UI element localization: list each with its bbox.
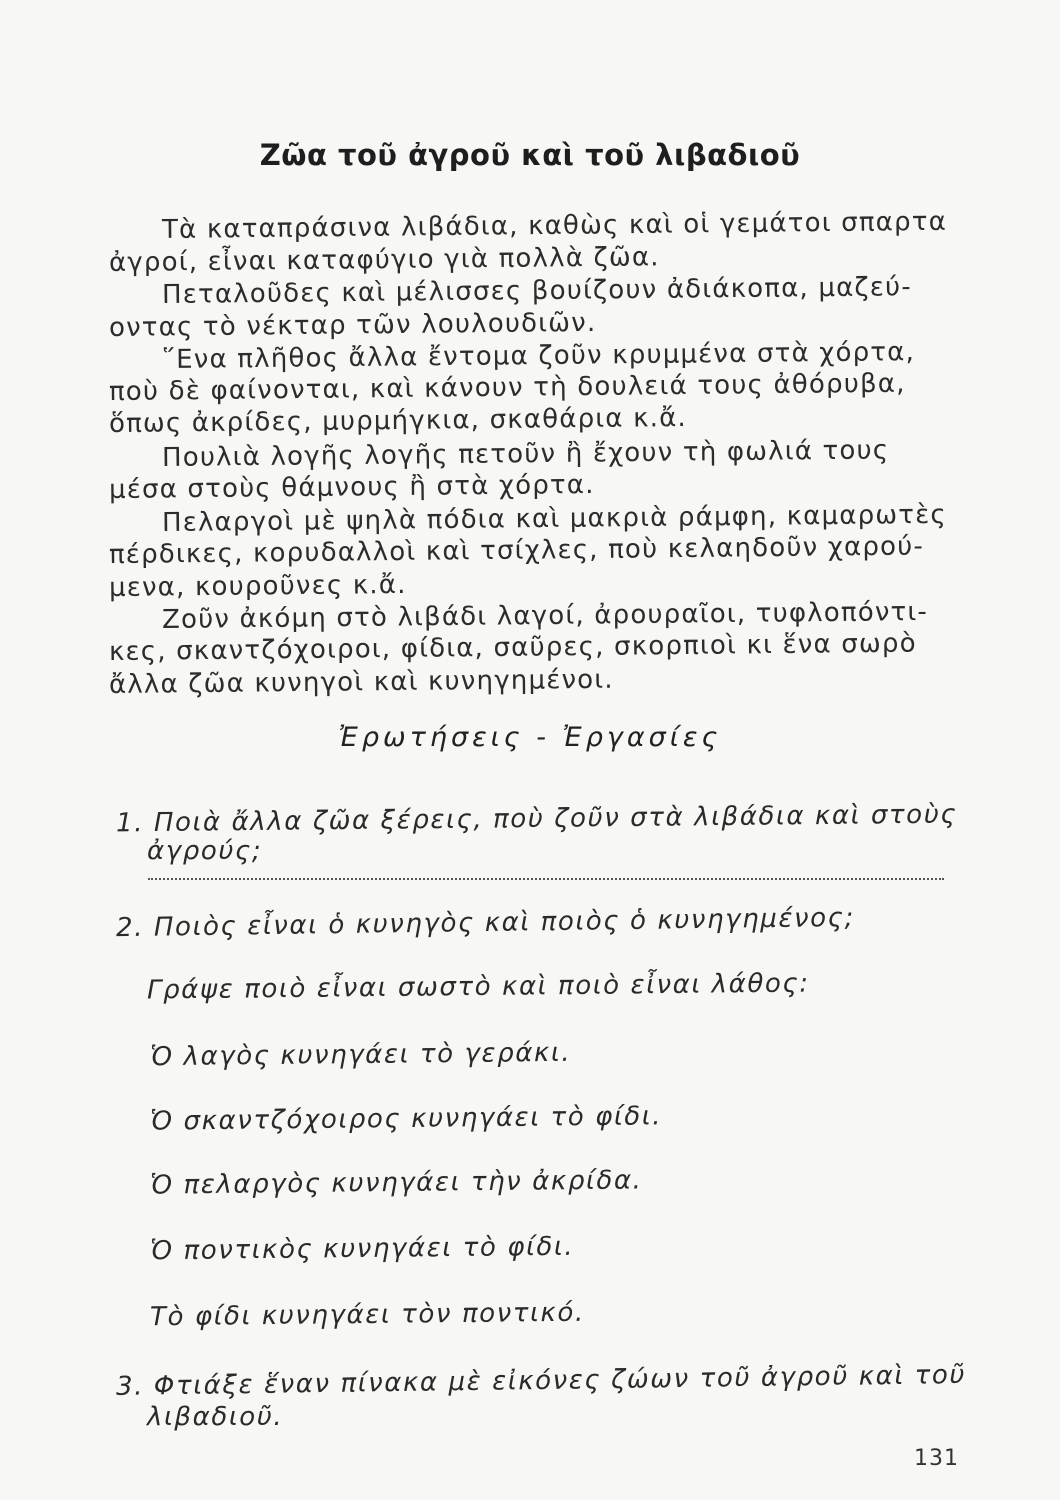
- text-line: ὅπως ἀκρίδες, μυρμήγκια, σκαθάρια κ.ἄ.: [108, 402, 688, 439]
- statement: Ὁ σκαντζόχοιρος κυνηγάει τὸ φίδι.: [149, 1101, 663, 1137]
- text-line: Πεταλοῦδες καὶ μέλισσες βουίζουν ἀδιάκοπα, μαζεύ-: [161, 272, 913, 310]
- statement: Ὁ ποντικὸς κυνηγάει τὸ φίδι.: [149, 1231, 575, 1267]
- question-number: 1.: [115, 808, 145, 839]
- text-line: ῞Ενα πλῆθος ἄλλα ἔντομα ζοῦν κρυμμένα στὰ χόρτα,: [161, 337, 916, 375]
- question-number: 3.: [115, 1371, 145, 1402]
- text-line: ἄλλα ζῶα κυνηγοὶ καὶ κυνηγημένοι.: [108, 664, 614, 700]
- instruction-text: Γράψε ποιὸ εἶναι σωστὸ καὶ ποιὸ εἶναι λάθος:: [146, 968, 810, 1006]
- question-1: [116, 800, 958, 839]
- text-line: Ζοῦν ἀκόμη στὸ λιβάδι λαγοί, ἀρουραῖοι, τυφλοπόντι-: [161, 596, 929, 635]
- text-line: Πελαργοὶ μὲ ψηλὰ πόδια καὶ μακριὰ ράμφη, καμαρωτὲς: [161, 499, 948, 538]
- answer-line[interactable]: [148, 876, 944, 880]
- question-number: 2.: [115, 912, 145, 944]
- question-1-continued: ἀγρούς;: [147, 836, 263, 866]
- question-3: [116, 1360, 966, 1402]
- statement: Τὸ φίδι κυνηγάει τὸν ποντικό.: [149, 1297, 585, 1333]
- statement: Ὁ πελαργὸς κυνηγάει τὴν ἀκρίδα.: [149, 1165, 643, 1201]
- page-number: 131: [914, 1446, 959, 1471]
- text-line: ἀγροί, εἶναι καταφύγιο γιὰ πολλὰ ζῶα.: [108, 242, 660, 278]
- text-line: μέσα στοὺς θάμνους ἢ στὰ χόρτα.: [108, 469, 595, 505]
- question-text: Φτιάξε ἕναν πίνακα μὲ εἰκόνες ζώων τοῦ ἀγροῦ καὶ τοῦ: [153, 1360, 967, 1402]
- text-line: Πουλιὰ λογῆς λογῆς πετοῦν ἢ ἔχουν τὴ φωλιά τους: [161, 435, 890, 473]
- questions-heading: Ἐρωτήσεις - Ἐργασίες: [338, 722, 722, 753]
- page-title: Ζῶα τοῦ ἀγροῦ καὶ τοῦ λιβαδιοῦ: [259, 138, 801, 172]
- text-line: μενα, κουροῦνες κ.ἄ.: [108, 569, 407, 603]
- statement: Ὁ λαγὸς κυνηγάει τὸ γεράκι.: [149, 1037, 572, 1073]
- question-2: [116, 903, 855, 943]
- text-line: πέρδικες, κορυδαλλοὶ καὶ τσίχλες, ποὺ κελαηδοῦν χαρού-: [108, 531, 925, 570]
- text-line: Τὰ καταπράσινα λιβάδια, καθὼς καὶ οἱ γεμάτοι σπαρτα: [161, 206, 948, 245]
- question-text: Ποιὸς εἶναι ὁ κυνηγὸς καὶ ποιὸς ὁ κυνηγημένος;: [153, 902, 856, 943]
- text-line: οντας τὸ νέκταρ τῶν λουλουδιῶν.: [108, 307, 597, 343]
- question-3-continued: λιβαδιοῦ.: [147, 1402, 284, 1432]
- question-text: Ποιὰ ἄλλα ζῶα ξέρεις, ποὺ ζοῦν στὰ λιβάδια καὶ στοὺς: [153, 799, 958, 839]
- text-line: ποὺ δὲ φαίνονται, καὶ κάνουν τὴ δουλειά τους ἀθόρυβα,: [108, 368, 906, 407]
- text-line: κες, σκαντζόχοιροι, φίδια, σαῦρες, σκορπιοὶ κι ἕνα σωρὸ: [108, 628, 917, 667]
